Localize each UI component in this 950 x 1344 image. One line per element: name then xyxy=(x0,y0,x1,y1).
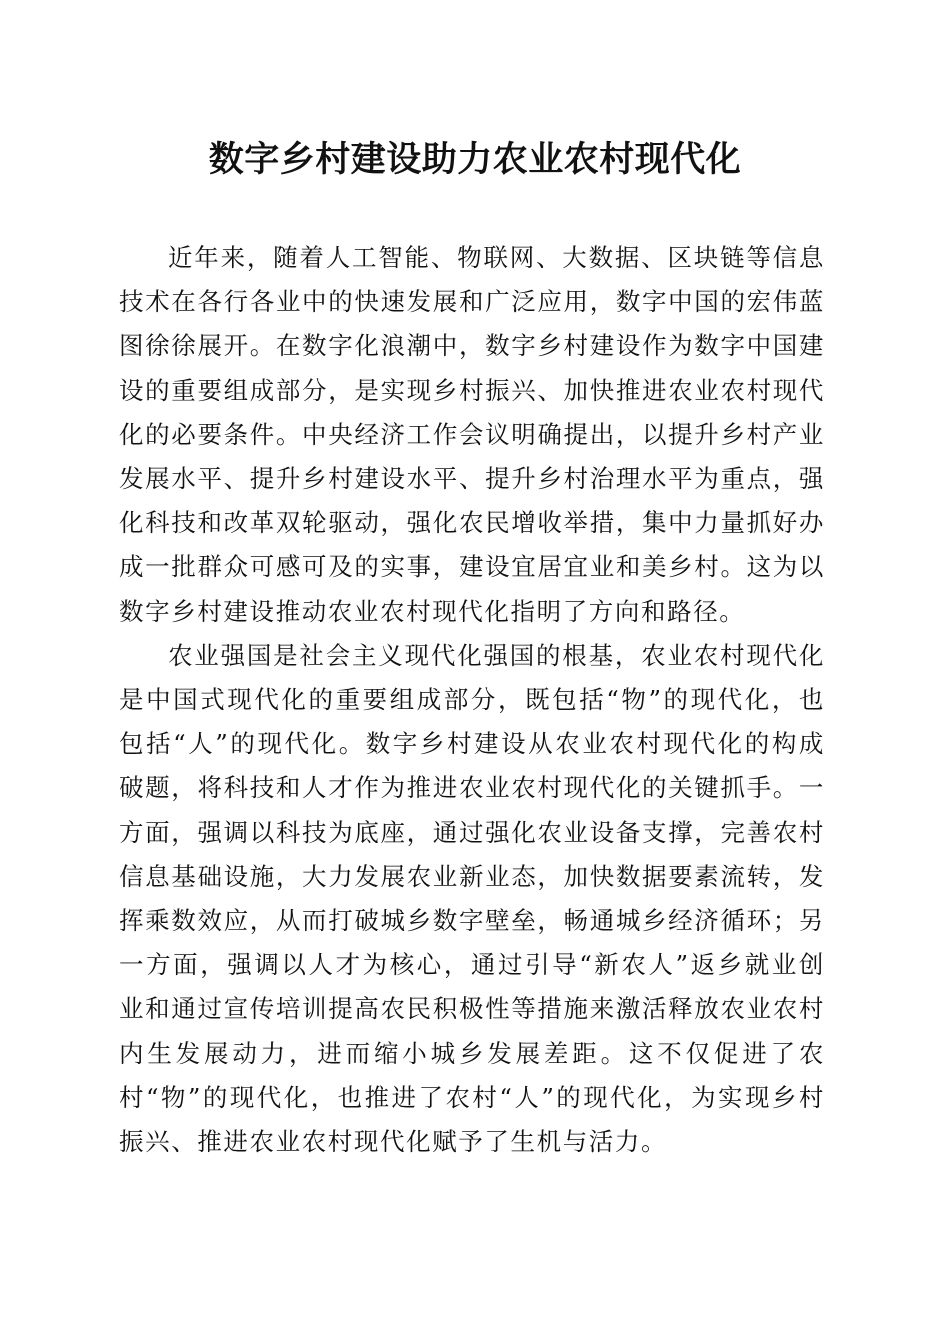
page-title: 数字乡村建设助力农业农村现代化 xyxy=(208,139,742,180)
paragraph-2: 农业强国是社会主义现代化强国的根基，农业农村现代化是中国式现代化的重要组成部分，既包括“物”的现代化，也包括“人”的现代化。数字乡村建设从农业农村现代化的构成破题，将科技和人才作为推进农业农村现代化的关键抓手。一方面，强调以科技为底座，通过强化农业设备支撑，完善农村信息基础设施，大力发展农业新业态，加快数据要素流转，发挥乘数效应，从而打破城乡数字壁垒，畅通城乡经济循环；另一方面，强调以人才为核心，通过引导“新农人”返乡就业创业和通过宣传培训提高农民积极性等措施来激活释放农业农村内生发展动力，进而缩小城乡发展差距。这不仅促进了农村“物”的现代化，也推进了农村“人”的现代化，为实现乡村振兴、推进农业农村现代化赋予了生机与活力。 xyxy=(119,640,825,1157)
document-body xyxy=(119,236,825,1164)
paragraph-1: 近年来，随着人工智能、物联网、大数据、区块链等信息技术在各行各业中的快速发展和广泛应用，数字中国的宏伟蓝图徐徐展开。在数字化浪潮中，数字乡村建设作为数字中国建设的重要组成部分，是实现乡村振兴、加快推进农业农村现代化的必要条件。中央经济工作会议明确提出，以提升乡村产业发展水平、提升乡村建设水平、提升乡村治理水平为重点，强化科技和改革双轮驱动，强化农民增收举措，集中力量抓好办成一批群众可感可及的实事，建设宜居宜业和美乡村。这为以数字乡村建设推动农业农村现代化指明了方向和路径。 xyxy=(119,243,825,626)
